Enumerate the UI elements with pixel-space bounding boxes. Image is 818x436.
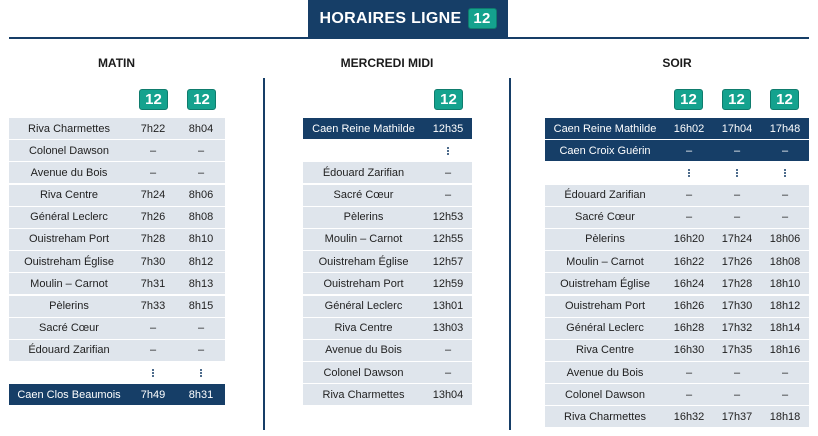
table-row (303, 229, 472, 250)
table-row (303, 185, 472, 206)
time-cell: 16h02 (673, 122, 705, 135)
time-cell: 12h57 (432, 255, 464, 268)
time-cell: 8h10 (188, 233, 214, 246)
table-row (303, 362, 472, 383)
time-cell: – (733, 388, 741, 401)
section-title-matin: MATIN (97, 56, 136, 70)
time-cell: 18h12 (769, 300, 801, 312)
table-row (9, 118, 225, 139)
stop-name: Avenue du Bois (30, 166, 108, 179)
table-row (545, 273, 809, 294)
title-text: HORAIRES LIGNE (319, 9, 462, 27)
vertical-dots-icon (784, 168, 787, 178)
table-row (9, 185, 225, 206)
time-cell: – (685, 144, 693, 157)
time-cell: 8h12 (188, 255, 214, 268)
time-cell: 16h22 (673, 255, 705, 268)
time-cell: 7h31 (140, 277, 166, 290)
stop-name: Ouistreham Église (560, 277, 650, 290)
stop-name: Avenue du Bois (325, 344, 402, 357)
time-cell: – (149, 344, 157, 357)
continuation-row (545, 162, 809, 183)
time-cell: 7h30 (140, 255, 166, 268)
time-cell: – (781, 366, 789, 379)
time-cell: 16h28 (673, 322, 705, 335)
time-cell: 16h30 (673, 344, 705, 357)
stop-name: Colonel Dawson (28, 144, 110, 157)
stop-name: Général Leclerc (566, 322, 644, 335)
line-badge: 12 (187, 89, 216, 110)
time-cell: 12h35 (432, 122, 464, 135)
table-row (545, 118, 809, 139)
stop-name: Moulin – Carnot (324, 233, 403, 246)
time-cell: 17h28 (721, 277, 753, 290)
time-cell: 18h14 (769, 322, 801, 335)
time-cell: 17h24 (721, 233, 753, 246)
table-row (545, 207, 809, 228)
stop-name: Pèlerins (585, 233, 625, 246)
time-cell: 13h01 (432, 300, 464, 312)
time-cell: – (781, 388, 789, 401)
time-cell: – (685, 366, 693, 379)
title-divider (9, 37, 809, 39)
table-row (303, 296, 472, 317)
time-cell: – (197, 166, 205, 179)
table-row (9, 340, 225, 361)
time-cell: 17h32 (721, 322, 753, 335)
table-row (9, 251, 225, 272)
time-cell: – (781, 144, 789, 157)
table-row (303, 207, 472, 228)
stop-name: Général Leclerc (324, 300, 403, 312)
vertical-dots-icon (152, 368, 155, 378)
time-cell: – (444, 366, 452, 379)
table-row (545, 140, 809, 161)
time-cell: 17h26 (721, 255, 753, 268)
table-row (9, 162, 225, 183)
stop-name: Ouistreham Port (28, 233, 110, 246)
time-cell: – (149, 144, 157, 157)
stop-name: Ouistreham Port (564, 300, 646, 312)
time-cell: 8h06 (188, 189, 214, 202)
table-row (545, 384, 809, 405)
continuation-row (9, 362, 225, 383)
time-cell: – (733, 366, 741, 379)
table-row (303, 384, 472, 405)
table-row (303, 318, 472, 339)
table-row (545, 296, 809, 317)
time-cell: – (685, 189, 693, 202)
time-cell: 7h22 (140, 122, 166, 135)
table-row (545, 406, 809, 427)
time-cell: 18h10 (769, 277, 801, 290)
continuation-row (303, 140, 472, 161)
stop-name: Sacré Cœur (575, 211, 635, 224)
time-cell: 17h35 (721, 344, 753, 357)
time-cell: – (781, 211, 789, 224)
time-cell: 12h53 (432, 211, 464, 224)
time-cell: 17h04 (721, 122, 753, 135)
time-cell: 8h04 (188, 122, 214, 135)
time-cell: – (685, 388, 693, 401)
stop-name: Sacré Cœur (39, 322, 99, 335)
stop-name: Général Leclerc (30, 211, 108, 224)
stop-name: Caen Clos Beaumois (17, 388, 121, 401)
stop-name: Moulin – Carnot (30, 277, 108, 290)
stop-name: Caen Reine Mathilde (553, 122, 657, 135)
stop-name: Riva Centre (334, 322, 393, 335)
stop-name: Sacré Cœur (333, 189, 394, 202)
time-cell: 13h04 (432, 388, 464, 401)
time-cell: 7h33 (140, 300, 166, 312)
stop-name: Colonel Dawson (564, 388, 646, 401)
stop-name: Édouard Zarifian (28, 344, 110, 357)
time-cell: 8h31 (188, 388, 214, 401)
stop-name: Riva Centre (39, 189, 99, 202)
stop-name: Édouard Zarifian (564, 189, 646, 202)
line-badge: 12 (722, 89, 751, 110)
stop-name: Pèlerins (49, 300, 89, 312)
time-cell: – (197, 344, 205, 357)
vertical-dots-icon (447, 146, 450, 156)
time-cell: 7h28 (140, 233, 166, 246)
table-row (303, 162, 472, 183)
vertical-dots-icon (200, 368, 203, 378)
stop-name: Pèlerins (343, 211, 384, 224)
time-cell: 17h37 (721, 410, 753, 423)
vertical-dots-icon (736, 168, 739, 178)
stop-name: Moulin – Carnot (566, 255, 644, 268)
stop-name: Avenue du Bois (566, 366, 644, 379)
time-cell: 7h26 (140, 211, 166, 224)
time-cell: – (149, 322, 157, 335)
table-row (545, 318, 809, 339)
time-cell: – (781, 189, 789, 202)
table-matin (9, 118, 225, 406)
line-badge: 12 (770, 89, 799, 110)
table-row (545, 251, 809, 272)
time-cell: – (197, 322, 205, 335)
column-divider (509, 78, 511, 430)
section-title-soir: SOIR (662, 56, 692, 70)
time-cell: – (685, 211, 693, 224)
table-row (9, 140, 225, 161)
stop-name: Caen Reine Mathilde (312, 122, 415, 135)
line-badge: 12 (139, 89, 168, 110)
time-cell: 8h13 (188, 277, 214, 290)
stop-name: Riva Charmettes (28, 122, 110, 135)
vertical-dots-icon (688, 168, 691, 178)
stop-name: Caen Croix Guérin (559, 144, 651, 157)
time-cell: – (444, 344, 452, 357)
table-row (545, 362, 809, 383)
line-badge: 12 (468, 8, 497, 29)
stop-name: Ouistreham Port (323, 277, 404, 290)
section-title-mercredi: MERCREDI MIDI (340, 56, 434, 70)
table-row (303, 340, 472, 361)
time-cell: 16h32 (673, 410, 705, 423)
time-cell: 18h08 (769, 255, 801, 268)
time-cell: 7h24 (140, 189, 166, 202)
time-cell: 8h15 (188, 300, 214, 312)
table-row (303, 251, 472, 272)
table-row (9, 318, 225, 339)
stop-name: Ouistreham Église (318, 255, 409, 268)
time-cell: – (733, 189, 741, 202)
time-cell: 12h55 (432, 233, 464, 246)
time-cell: 17h30 (721, 300, 753, 312)
table-row (545, 185, 809, 206)
time-cell: 18h18 (769, 410, 801, 423)
time-cell: – (733, 211, 741, 224)
page-title (308, 0, 508, 37)
stop-name: Édouard Zarifian (322, 166, 405, 179)
line-badge: 12 (674, 89, 703, 110)
time-cell: 18h06 (769, 233, 801, 246)
time-cell: 18h16 (769, 344, 801, 357)
stop-name: Ouistreham Église (24, 255, 114, 268)
table-row (303, 273, 472, 294)
time-cell: – (733, 144, 741, 157)
column-divider (263, 78, 265, 430)
line-badge: 12 (434, 89, 463, 110)
stop-name: Colonel Dawson (323, 366, 404, 379)
time-cell: – (444, 189, 452, 202)
table-mercredi (303, 118, 472, 406)
time-cell: 17h48 (769, 122, 801, 135)
table-row (545, 229, 809, 250)
time-cell: 16h26 (673, 300, 705, 312)
stop-name: Riva Centre (575, 344, 635, 357)
stop-name: Riva Charmettes (322, 388, 405, 401)
table-soir (545, 118, 809, 429)
table-row (9, 229, 225, 250)
time-cell: – (197, 144, 205, 157)
time-cell: 13h03 (432, 322, 464, 335)
time-cell: 7h49 (140, 388, 166, 401)
table-row (303, 118, 472, 139)
time-cell: 16h24 (673, 277, 705, 290)
time-cell: 12h59 (432, 277, 464, 290)
time-cell: – (444, 166, 452, 179)
table-row (9, 296, 225, 317)
stop-name: Riva Charmettes (564, 410, 646, 423)
table-row (9, 207, 225, 228)
table-row (9, 273, 225, 294)
time-cell: 8h08 (188, 211, 214, 224)
time-cell: – (149, 166, 157, 179)
time-cell: 16h20 (673, 233, 705, 246)
table-row (9, 384, 225, 405)
table-row (545, 340, 809, 361)
